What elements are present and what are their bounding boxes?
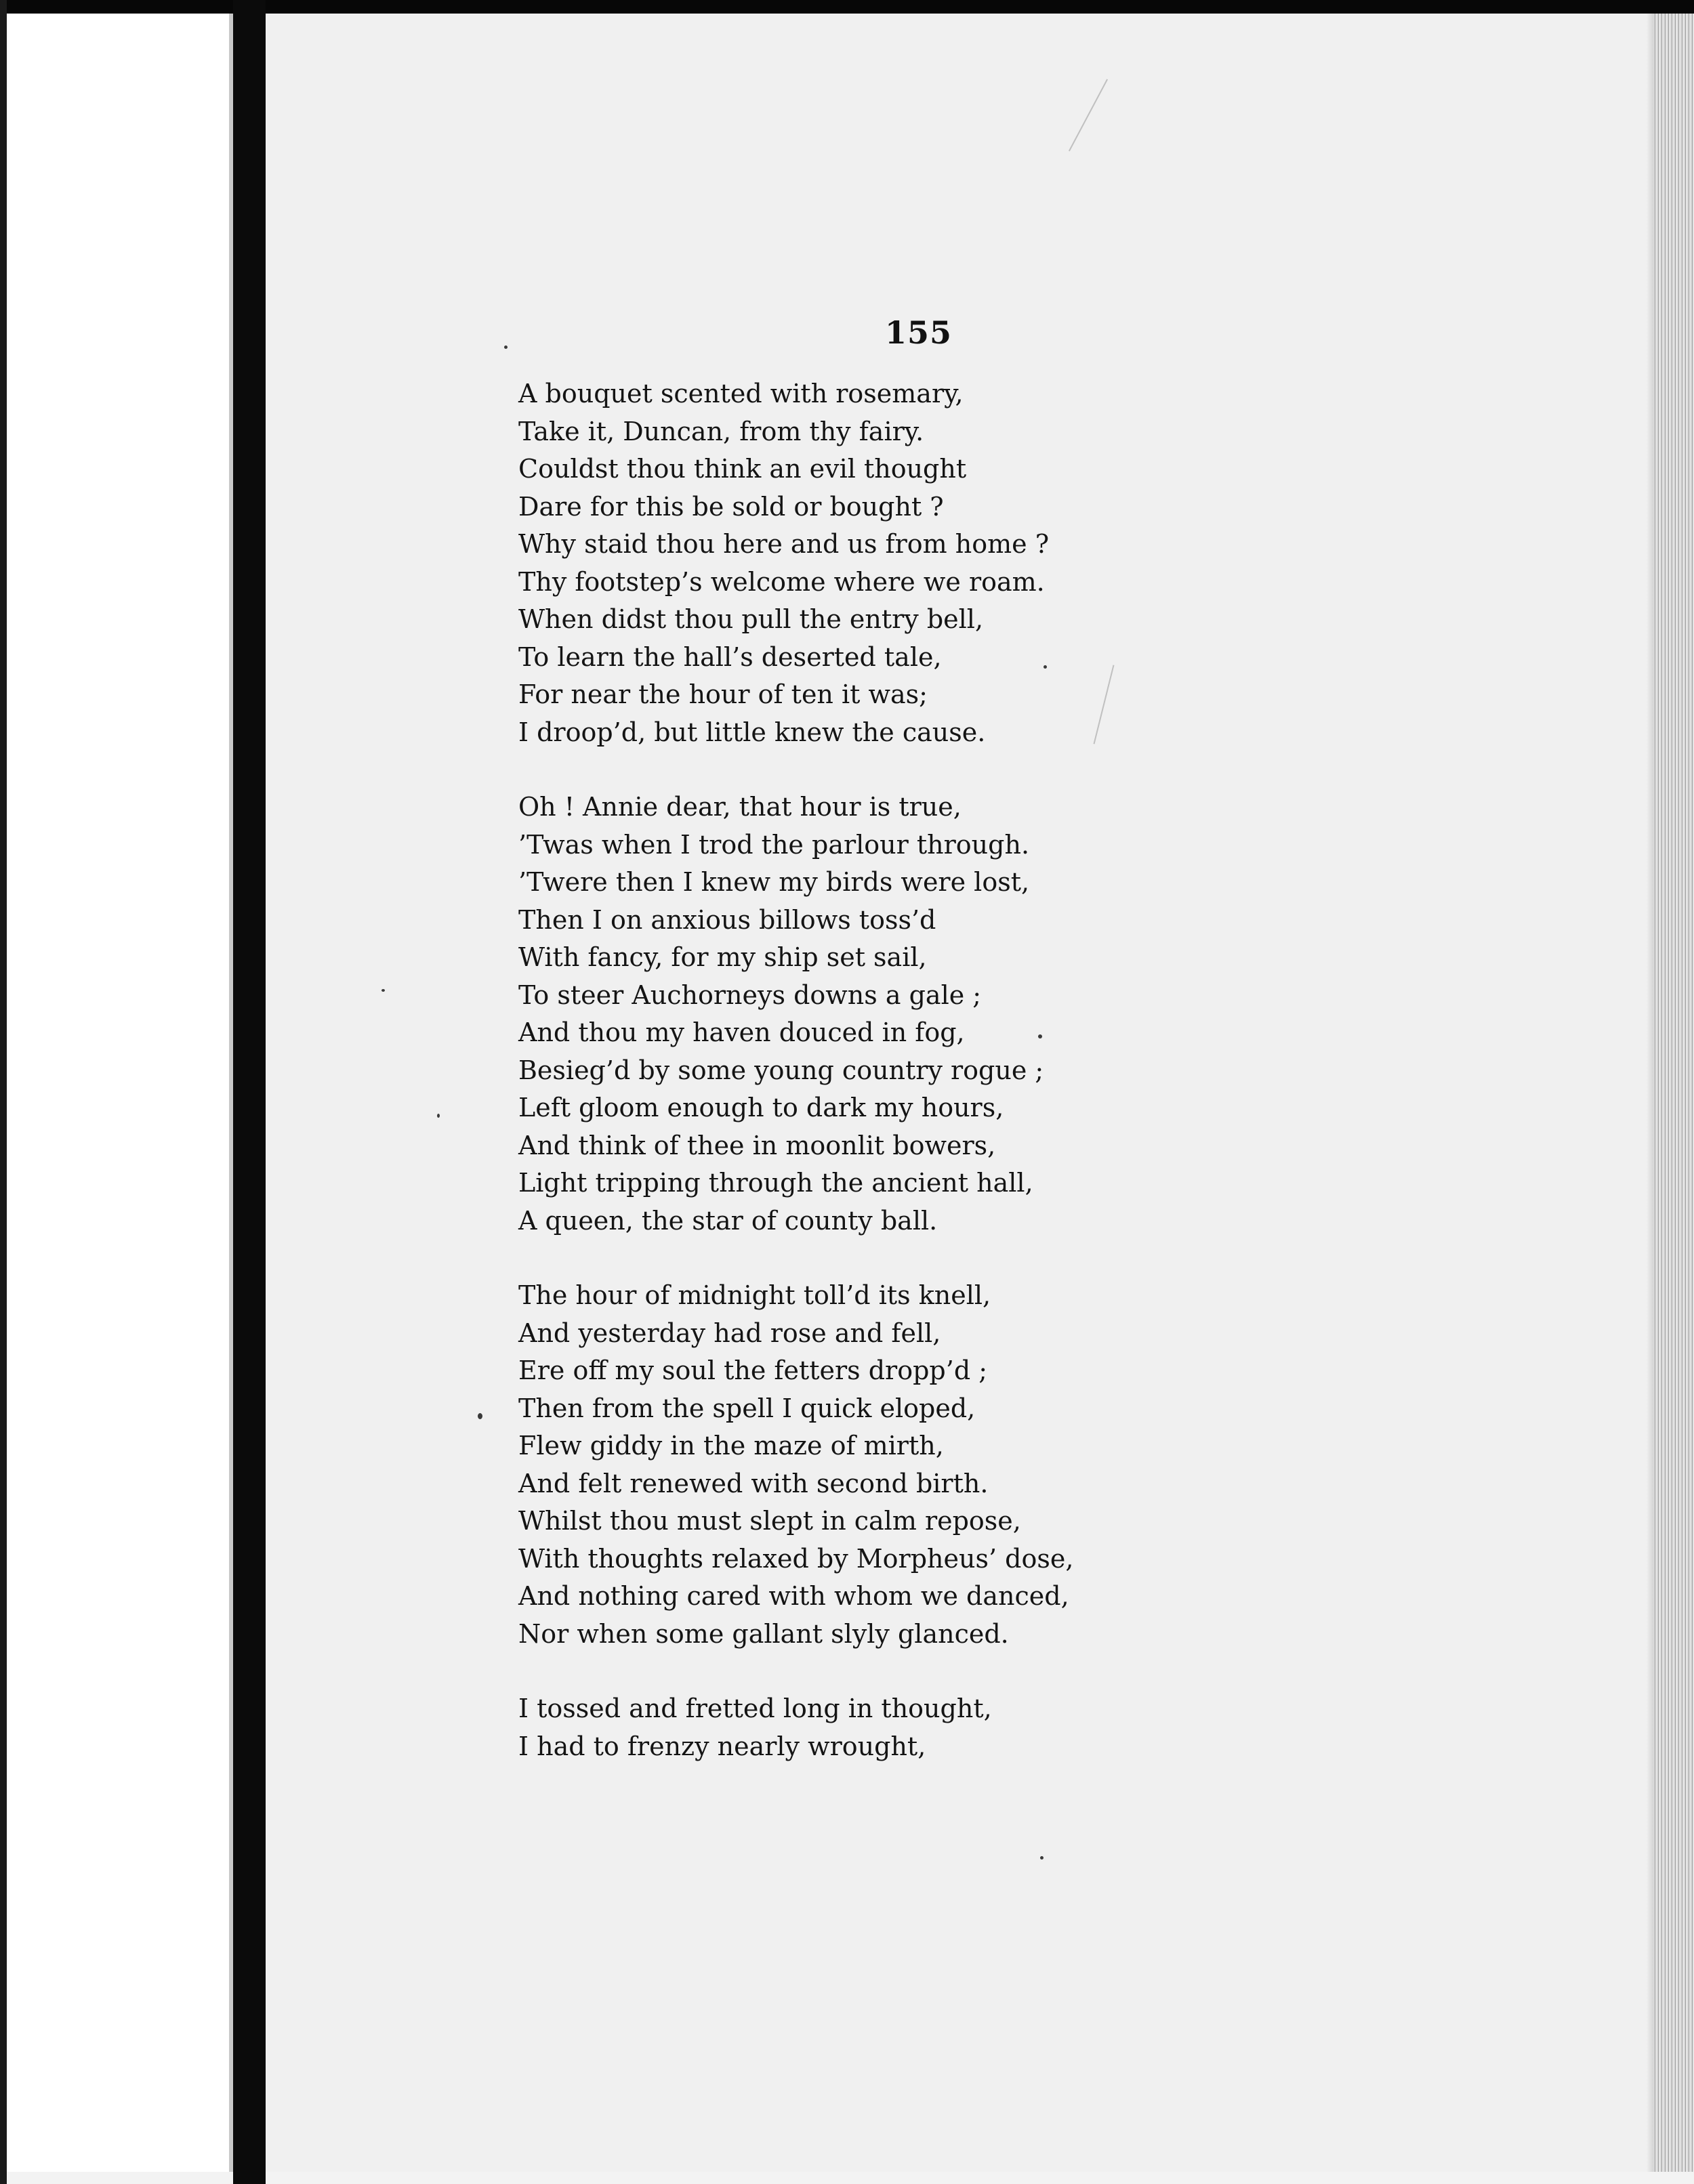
- scan-border-left: [0, 0, 7, 2184]
- poem-line: I had to frenzy nearly wrought,: [518, 1731, 926, 1761]
- poem-line: ’Twere then I knew my birds were lost,: [518, 867, 1030, 897]
- poem-line: I droop’d, but little knew the cause.: [518, 717, 986, 747]
- poem-line: Why staid thou here and us from home ?: [518, 529, 1050, 559]
- poem-line: When didst thou pull the entry bell,: [518, 604, 984, 634]
- poem-line: And nothing cared with whom we danced,: [518, 1581, 1069, 1611]
- scan-speck: [381, 989, 385, 992]
- poem-line: Couldst thou think an evil thought: [518, 454, 967, 484]
- scan-speck: [478, 1413, 482, 1419]
- scan-speck: [1038, 1034, 1042, 1038]
- poem-text: [518, 375, 1073, 1803]
- poem-line: And yesterday had rose and fell,: [518, 1318, 941, 1348]
- poem-line: Nor when some gallant slyly glanced.: [518, 1618, 1009, 1649]
- poem-line: Oh ! Annie dear, that hour is true,: [518, 792, 962, 822]
- poem-line: Ere off my soul the fetters dropp’d ;: [518, 1356, 988, 1385]
- poem-line: Light tripping through the ancient hall,: [518, 1168, 1033, 1198]
- stanza-4: [518, 1690, 1073, 1765]
- stanza-2: [518, 789, 1073, 1240]
- poem-line: Take it, Duncan, from thy fairy.: [518, 416, 924, 446]
- book-gutter: [233, 0, 266, 2184]
- poem-line: To learn the hall’s deserted tale,: [518, 642, 942, 672]
- poem-line: ’Twas when I trod the parlour through.: [518, 829, 1030, 860]
- poem-line: And felt renewed with second birth.: [518, 1468, 989, 1498]
- stanza-1: [518, 375, 1073, 751]
- previous-page-edge: [7, 14, 230, 2172]
- poem-line: With thoughts relaxed by Morpheus’ dose,: [518, 1543, 1074, 1574]
- poem-line: Left gloom enough to dark my hours,: [518, 1093, 1004, 1122]
- poem-line: A queen, the star of county ball.: [518, 1205, 938, 1236]
- scan-speck: [1040, 1856, 1044, 1860]
- poem-line: And thou my haven douced in fog,: [518, 1017, 965, 1047]
- poem-line: To steer Auchorneys downs a gale ;: [518, 980, 982, 1010]
- poem-line: And think of thee in moonlit bowers,: [518, 1130, 996, 1160]
- poem-line: Then from the spell I quick eloped,: [518, 1393, 976, 1423]
- poem-line: A bouquet scented with rosemary,: [518, 379, 964, 408]
- poem-line: I tossed and fretted long in thought,: [518, 1694, 992, 1723]
- poem-line: Flew giddy in the maze of mirth,: [518, 1431, 944, 1461]
- poem-line: The hour of midnight toll’d its knell,: [518, 1280, 991, 1310]
- poem-line: For near the hour of ten it was;: [518, 679, 928, 709]
- poem-line: Besieg’d by some young country rogue ;: [518, 1055, 1044, 1085]
- poem-line: Dare for this be sold or bought ?: [518, 491, 944, 522]
- stanza-3: [518, 1277, 1073, 1653]
- scan-speck: [1044, 665, 1047, 669]
- poem-line: Whilst thou must slept in calm repose,: [518, 1506, 1021, 1536]
- scan-speck: [437, 1114, 440, 1118]
- poem-line: With fancy, for my ship set sail,: [518, 942, 927, 972]
- scan-speck: [504, 345, 508, 349]
- page-number: 155: [885, 314, 953, 351]
- poem-line: Thy footstep’s welcome where we roam.: [518, 566, 1045, 597]
- poem-line: Then I on anxious billows toss’d: [518, 904, 936, 935]
- stacked-page-edges: [1653, 14, 1694, 2172]
